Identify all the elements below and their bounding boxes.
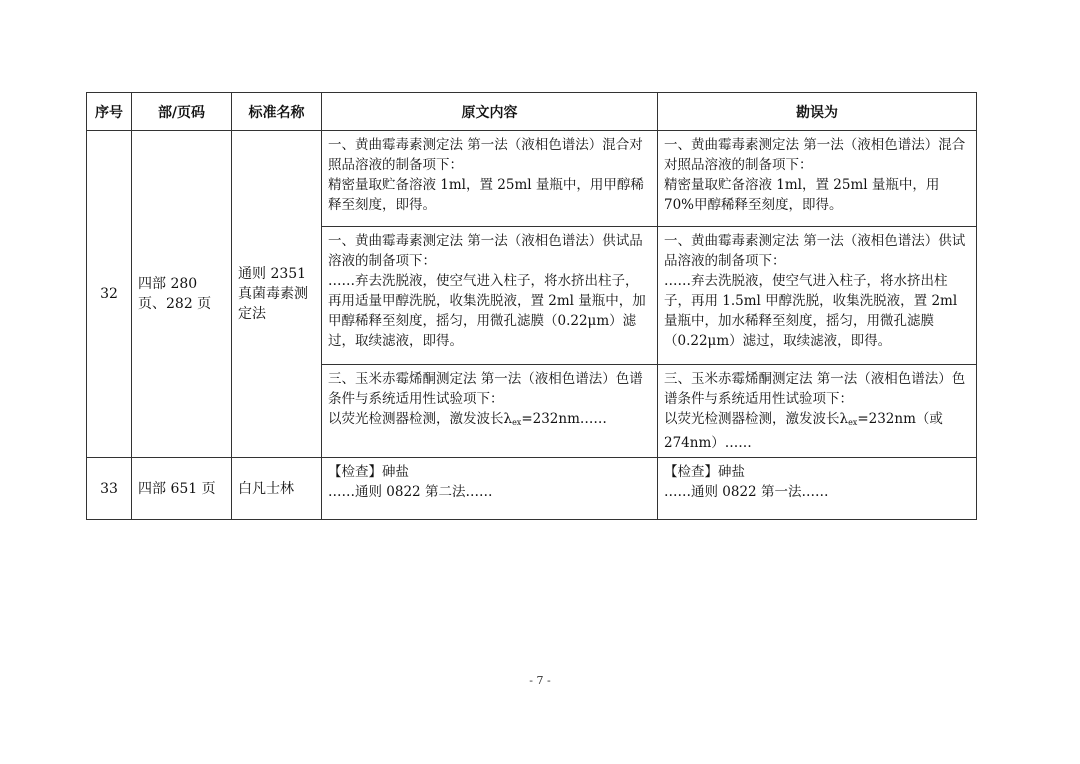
row-number: 33 bbox=[87, 458, 132, 520]
header-page: 部/页码 bbox=[132, 93, 232, 131]
original-content bbox=[322, 458, 658, 520]
page-ref: 四部 280 页、282 页 bbox=[132, 131, 232, 458]
text-line: ……弃去洗脱液，使空气进入柱子，将水挤出柱子，再用 1.5ml 甲醇洗脱，收集洗脱液，置 2ml 量瓶中，加水稀释至刻度，摇匀，用微孔滤膜（0.22μm）滤过，取续滤液，即得。 bbox=[664, 273, 958, 349]
text-line: 精密量取贮备溶液 1ml，置 25ml 量瓶中，用甲醇稀释至刻度，即得。 bbox=[328, 177, 644, 213]
header-no: 序号 bbox=[87, 93, 132, 131]
header-correction: 勘误为 bbox=[658, 93, 977, 131]
row-number: 32 bbox=[87, 131, 132, 458]
errata-table bbox=[86, 92, 977, 520]
header-original: 原文内容 bbox=[322, 93, 658, 131]
text-line: 三、玉米赤霉烯酮测定法 第一法（液相色谱法）色谱条件与系统适用性试验项下： bbox=[328, 371, 643, 407]
text-line: 一、黄曲霉毒素测定法 第一法（液相色谱法）混合对照品溶液的制备项下： bbox=[328, 137, 643, 173]
text-line: 一、黄曲霉毒素测定法 第一法（液相色谱法）混合对照品溶液的制备项下： bbox=[664, 137, 966, 173]
text-line: 以荧光检测器检测，激发波长$\lambda_{ex}=232nm$（或 274nm）…… bbox=[664, 411, 943, 451]
text-line: 精密量取贮备溶液 1ml，置 25ml 量瓶中，用 70%甲醇稀释至刻度，即得。 bbox=[664, 177, 940, 213]
text-line: 以荧光检测器检测，激发波长$\lambda_{ex}=232nm\dots\dots$ bbox=[328, 411, 607, 427]
original-content bbox=[322, 227, 658, 365]
page-ref: 四部 651 页 bbox=[132, 458, 232, 520]
text-line: 【检查】砷盐 bbox=[328, 464, 409, 480]
correction-content bbox=[658, 458, 977, 520]
table-row bbox=[87, 131, 977, 227]
page-number: - 7 - bbox=[529, 674, 551, 687]
correction-content bbox=[658, 131, 977, 227]
text-line: ……通则 0822 第二法…… bbox=[328, 484, 493, 500]
header-row bbox=[87, 93, 977, 131]
correction-content bbox=[658, 227, 977, 365]
standard-name: 通则 2351 真菌毒素测定法 bbox=[232, 131, 322, 458]
text-line: 三、玉米赤霉烯酮测定法 第一法（液相色谱法）色谱条件与系统适用性试验项下： bbox=[664, 371, 966, 407]
text-line: ……弃去洗脱液，使空气进入柱子，将水挤出柱子，再用适量甲醇洗脱，收集洗脱液，置 2ml 量瓶中，加甲醇稀释至刻度，摇匀，用微孔滤膜（0.22μm）滤过，取续滤液，即得。 bbox=[328, 273, 646, 349]
original-content bbox=[322, 131, 658, 227]
table-row bbox=[87, 458, 977, 520]
original-content bbox=[322, 365, 658, 458]
text-line: 一、黄曲霉毒素测定法 第一法（液相色谱法）供试品溶液的制备项下： bbox=[664, 233, 966, 269]
text-line: 【检查】砷盐 bbox=[664, 464, 745, 480]
header-standard: 标准名称 bbox=[232, 93, 322, 131]
text-line: 一、黄曲霉毒素测定法 第一法（液相色谱法）供试品溶液的制备项下： bbox=[328, 233, 643, 269]
standard-name: 白凡士林 bbox=[232, 458, 322, 520]
correction-content bbox=[658, 365, 977, 458]
text-line: ……通则 0822 第一法…… bbox=[664, 484, 829, 500]
